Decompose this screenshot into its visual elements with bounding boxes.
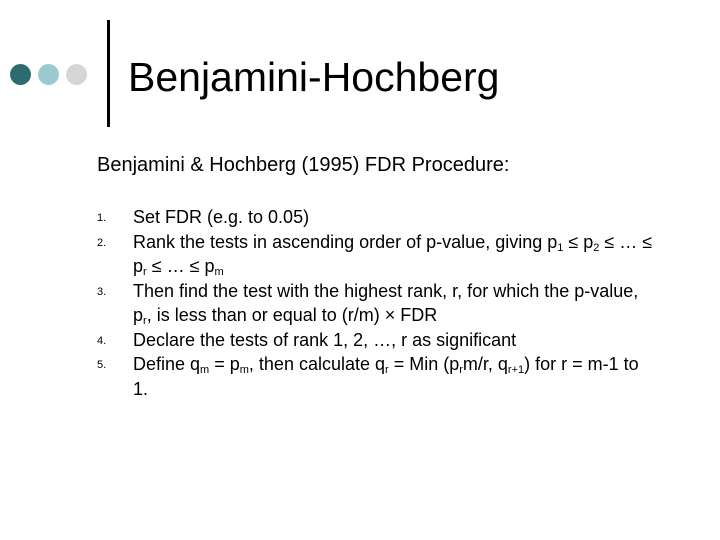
step-text-part: Declare the tests of rank 1, 2, …, r as significant [133,329,517,350]
bullet-dots-decoration [10,64,100,86]
grey-dot-icon [66,64,87,85]
step-text-part: Rank the tests in ascending order of p-value, giving p [133,231,558,252]
subscript: r [143,266,147,278]
step-text-part: Define q [133,354,201,374]
step-text [133,328,657,353]
step-text-part: ≤ … ≤ p [146,256,215,276]
procedure-step [97,328,657,353]
subscript: r+1 [507,364,525,376]
subscript: r [459,364,463,376]
step-text-part: ) for r = m-1 to 1. [133,354,639,399]
slide-title: Benjamini-Hochberg [128,54,500,100]
subscript: m [200,364,210,376]
procedure-heading: Benjamini & Hochberg (1995) FDR Procedure: [97,154,510,176]
step-text-part: = Min (p [388,354,460,374]
light-teal-dot-icon [38,64,59,85]
procedure-step [97,230,657,279]
step-text-part: Then find the test with the highest rank, r, for which the p-value, p [133,280,639,325]
procedure-step [97,205,657,230]
subscript: 1 [557,241,564,254]
step-number: 1. [97,212,107,224]
title-vertical-rule [107,20,110,127]
step-text-part: ≤ p [563,231,594,252]
step-text-part: m/r, q [462,354,508,374]
step-text [133,279,657,328]
subscript: r [143,315,147,327]
step-number: 3. [97,285,107,298]
dark-teal-dot-icon [10,64,31,85]
step-number: 4. [97,334,107,347]
procedure-steps-list [97,205,657,401]
procedure-step [97,279,657,328]
subscript: m [214,266,224,278]
step-text-part: Set FDR (e.g. to 0.05) [133,207,310,227]
subscript: m [239,364,249,376]
step-number: 5. [97,359,107,371]
step-text-part: , then calculate q [248,354,386,374]
step-number: 2. [97,236,107,249]
step-text [133,230,657,279]
step-text-part: = p [209,354,240,374]
step-text-part: , is less than or equal to (r/m) × FDR [146,305,438,325]
subscript: r [385,364,389,376]
step-text [133,352,657,401]
procedure-step [97,352,657,401]
step-text-part: ≤ … ≤ p [133,231,653,276]
subscript: 2 [593,241,600,254]
step-text [133,205,657,230]
